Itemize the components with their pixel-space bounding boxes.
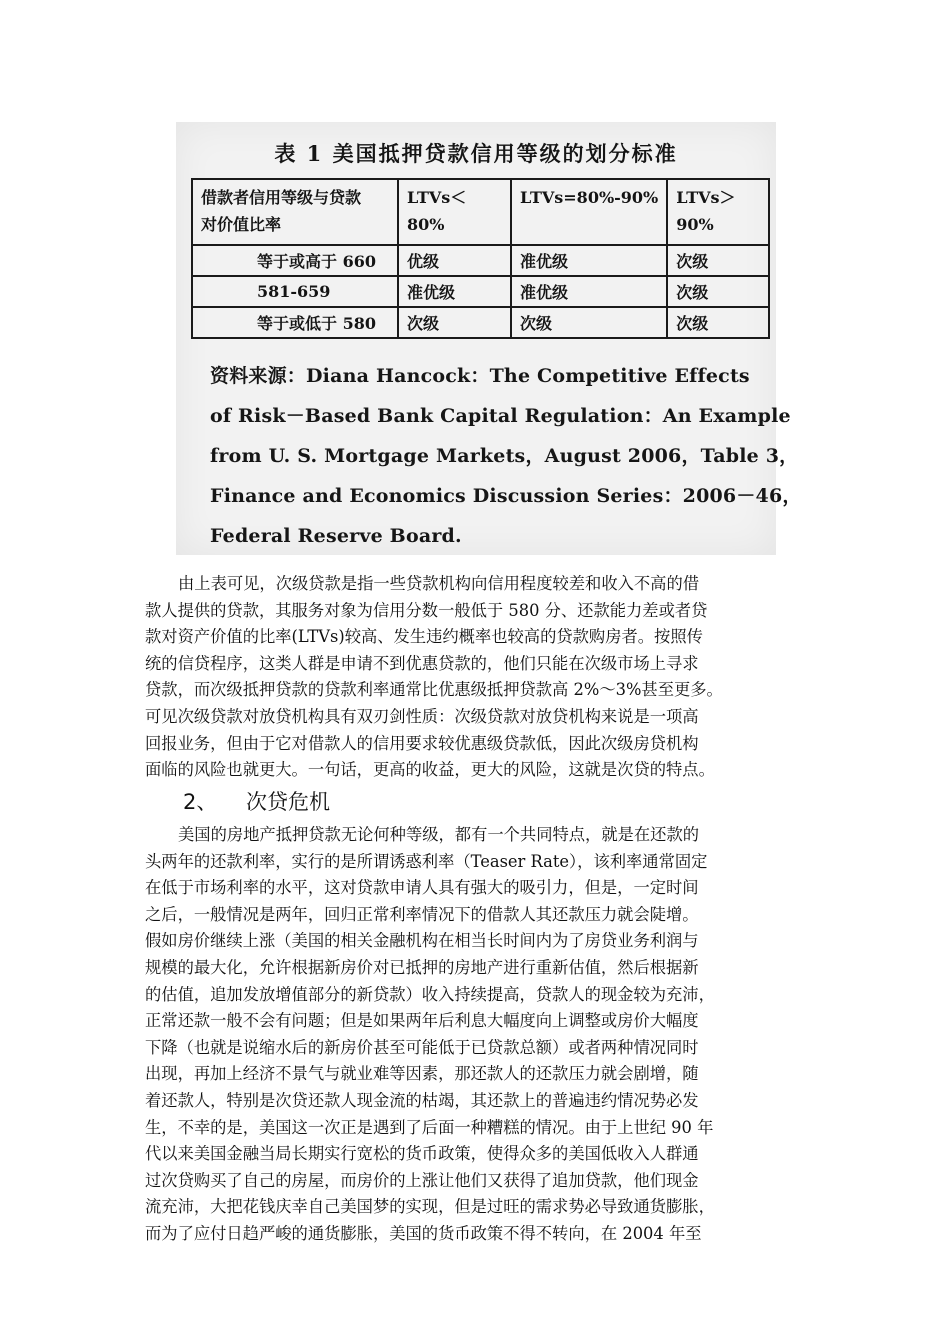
table-cell: 次级 (511, 307, 667, 338)
table-cell: 准优级 (398, 276, 511, 307)
text-line: 在低于市场利率的水平，这对贷款申请人具有强大的吸引力，但是，一定时间 (145, 878, 699, 898)
table-cell: 581-659 (192, 276, 398, 307)
text-line: 款对资产价值的比率(LTVs)较高、发生违约概率也较高的贷款购房者。按照传 (145, 627, 703, 647)
text-line: 假如房价继续上涨（美国的相关金融机构在相当长时间内为了房贷业务利润与 (145, 931, 699, 951)
text-line: 生，不幸的是，美国这一次正是遇到了后面一种糟糕的情况。由于上世纪 90 年 (145, 1117, 714, 1137)
table-header-cell (192, 179, 398, 245)
text-line: 出现，再加上经济不景气与就业难等因素，那还款人的还款压力就会剧增，随 (145, 1064, 699, 1084)
table-row (192, 307, 769, 338)
source-line: from U. S. Mortgage Markets，August 2006，Table 3， (210, 445, 799, 467)
text-line: 过次贷购买了自己的房屋，而房价的上涨让他们又获得了追加贷款，他们现金 (145, 1170, 699, 1190)
table-header-cell: LTVs＞90% (667, 179, 769, 245)
text-line: 回报业务，但由于它对借款人的信用要求较优惠级贷款低，因此次级房贷机构 (145, 733, 699, 753)
section-heading (183, 786, 330, 816)
text-line: 之后，一般情况是两年，回归正常利率情况下的借款人其还款压力就会陡增。 (145, 904, 699, 924)
table-source-note (210, 356, 802, 556)
table-cell: 优级 (398, 245, 511, 276)
text-line: 下降（也就是说缩水后的新房价甚至可能低于已贷款总额）或者两种情况同时 (145, 1037, 699, 1057)
section-number: 2、 (183, 790, 218, 814)
source-line: 资料来源：Diana Hancock：The Competitive Effects (210, 365, 750, 387)
section-title: 次贷危机 (246, 790, 330, 814)
text-line: 美国的房地产抵押贷款无论何种等级，都有一个共同特点，就是在还款的 (178, 825, 700, 844)
text-line: 统的信贷程序，这类人群是申请不到优惠贷款的，他们只能在次级市场上寻求 (145, 653, 699, 673)
text-line: 的估值，追加发放增值部分的新贷款）收入持续提高，贷款人的现金较为充沛， (145, 984, 715, 1004)
table-cell: 准优级 (511, 276, 667, 307)
text-line: 流充沛，大把花钱庆幸自己美国梦的实现，但是过旺的需求势必导致通货膨胀， (145, 1197, 715, 1217)
text-line: 款人提供的贷款，其服务对象为信用分数一般低于 580 分、还款能力差或者贷 (145, 600, 708, 620)
table-cell: 次级 (667, 307, 769, 338)
paragraph-subprime-crisis (145, 822, 813, 1248)
table-header-cell: LTVs＜80% (398, 179, 511, 245)
text-line: 规模的最大化，允许根据新房价对已抵押的房地产进行重新估值，然后根据新 (145, 957, 699, 977)
text-line: 面临的风险也就更大。一句话，更高的收益，更大的风险，这就是次贷的特点。 (145, 760, 715, 780)
table-header-row (192, 179, 769, 245)
table-title: 表 1 美国抵押贷款信用等级的划分标准 (274, 141, 678, 166)
paragraph-subprime-definition (145, 571, 813, 784)
table-cell: 准优级 (511, 245, 667, 276)
text-line: 贷款，而次级抵押贷款的贷款利率通常比优惠级抵押贷款高 2%～3%甚至更多。 (145, 680, 723, 700)
table-cell: 次级 (398, 307, 511, 338)
source-line: Finance and Economics Discussion Series：2006－46， (210, 485, 802, 507)
scanned-table-figure (176, 122, 802, 555)
text-line: 正常还款一般不会有问题；但是如果两年后利息大幅度向上调整或房价大幅度 (145, 1011, 699, 1031)
source-line: of Risk－Based Bank Capital Regulation：An Example (210, 405, 791, 427)
table-cell: 等于或低于 580 (192, 307, 398, 338)
text-line: 而为了应付日趋严峻的通货膨胀，美国的货币政策不得不转向，在 2004 年至 (145, 1223, 702, 1243)
source-line: Federal Reserve Board. (210, 525, 462, 547)
credit-grade-table (191, 178, 770, 339)
text-line: 着还款人，特别是次贷还款人现金流的枯竭，其还款上的普遍违约情况势必发 (145, 1090, 699, 1110)
table-cell: 次级 (667, 276, 769, 307)
table-cell: 等于或高于 660 (192, 245, 398, 276)
text-line: 代以来美国金融当局长期实行宽松的货币政策，使得众多的美国低收入人群通 (145, 1144, 699, 1164)
header-line: 对价值比率 (201, 215, 282, 234)
text-line: 由上表可见，次级贷款是指一些贷款机构向信用程度较差和收入不高的借 (178, 574, 700, 593)
table-cell: 次级 (667, 245, 769, 276)
table-row (192, 276, 769, 307)
table-row (192, 245, 769, 276)
text-line: 可见次级贷款对放贷机构具有双刃剑性质：次级贷款对放贷机构来说是一项高 (145, 706, 699, 726)
header-line: 借款者信用等级与贷款 (201, 188, 362, 207)
table-header-cell: LTVs=80%-90% (511, 179, 667, 245)
text-line: 头两年的还款利率，实行的是所谓诱惑利率（Teaser Rate），该利率通常固定 (145, 851, 708, 871)
